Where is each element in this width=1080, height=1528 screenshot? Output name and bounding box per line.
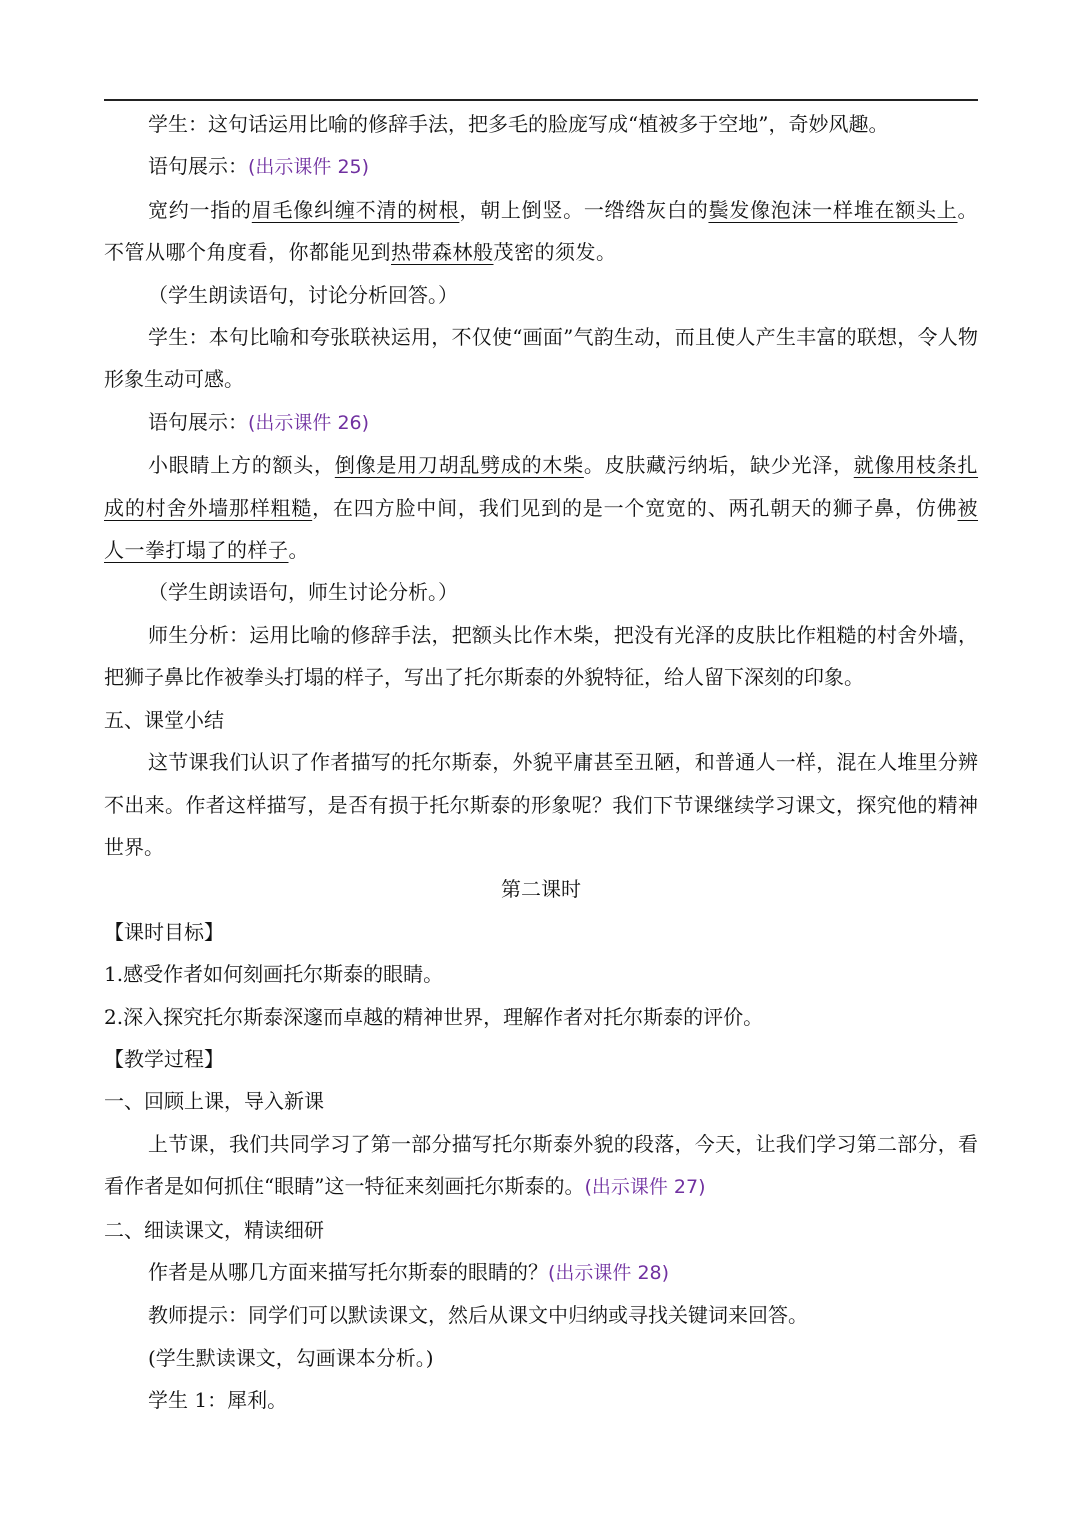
slide-cue-26: (出示课件 26) — [248, 411, 370, 434]
quote-text: ，在四方脸中间，我们见到的是一个宽宽的、两孔朝天的狮子鼻，仿佛 — [312, 495, 958, 520]
underlined-phrase: 被人一拳打塌了的样子 — [104, 495, 979, 563]
quote-text: 茂密的须发。 — [493, 240, 617, 265]
slide-cue-28: (出示课件 28) — [548, 1261, 670, 1284]
slide-cue-27: (出示课件 27) — [584, 1176, 706, 1199]
activity-note-2: （学生朗读语句，师生讨论分析。） — [148, 580, 458, 605]
goal-item-1: 1.感受作者如何刻画托尔斯泰的眼睛。 — [104, 962, 444, 987]
quoted-sentence-2 — [104, 444, 978, 571]
underlined-phrase: 鬓发像泡沫一样堆在额头上 — [708, 197, 958, 222]
quote-text: 。皮肤藏污纳垢，缺少光泽， — [583, 453, 854, 478]
student-answer-2: 学生：本句比喻和夸张联袂运用，不仅使“画面”气韵生动，而且使人产生丰富的联想，令人物形象生动可感。 — [104, 325, 978, 392]
section-heading-close-reading: 二、细读课文，精读细研 — [104, 1217, 324, 1242]
quote-text: 宽约一指的 — [148, 197, 252, 222]
lesson-title: 第二课时 — [501, 877, 581, 902]
quoted-sentence-1 — [104, 189, 978, 274]
review-text: 上节课，我们共同学习了第一部分描写托尔斯泰外貌的段落，今天，让我们学习第二部分，看看作者是如何抓住“眼睛”这一特征来刻画托尔斯泰的。 — [104, 1131, 978, 1199]
summary-paragraph: 这节课我们认识了作者描写的托尔斯泰，外貌平庸甚至丑陋，和普通人一样，混在人堆里分辨不出来。作者这样描写，是否有损于托尔斯泰的形象呢？我们下节课继续学习课文，探究他的精神世界。 — [104, 750, 978, 859]
sentence-display-25 — [104, 145, 978, 188]
document-page — [104, 103, 978, 1422]
underlined-phrase: 眉毛像纠缠不清的树根 — [251, 197, 460, 222]
section-heading-review: 一、回顾上课，导入新课 — [104, 1089, 324, 1114]
display-label: 语句展示： — [148, 409, 248, 434]
quote-text: 。不管从哪个角度看，你都能见到 — [104, 197, 979, 265]
section-heading-summary: 五、课堂小结 — [104, 707, 224, 732]
slide-cue-25: (出示课件 25) — [248, 156, 370, 179]
header-rule — [104, 99, 978, 101]
goals-heading: 【课时目标】 — [104, 919, 224, 944]
quote-text: 小眼睛上方的额头， — [148, 453, 335, 478]
underlined-phrase: 就像用枝条扎成的村舍外墙那样粗糙 — [104, 453, 979, 520]
teacher-student-analysis: 师生分析：运用比喻的修辞手法，把额头比作木柴，把没有光泽的皮肤比作粗糙的村舍外墙，把狮子鼻比作被拳头打塌的样子，写出了托尔斯泰的外貌特征，给人留下深刻的印象。 — [104, 622, 978, 690]
underlined-phrase: 热带森林般 — [391, 240, 494, 265]
question-paragraph — [104, 1251, 978, 1294]
quote-text: ，朝上倒竖。一绺绺灰白的 — [459, 197, 709, 222]
student-answer-1: 学生：这句话运用比喻的修辞手法，把多毛的脸庞写成“植被多于空地”，奇妙风趣。 — [148, 112, 889, 136]
goal-item-2: 2.深入探究托尔斯泰深邃而卓越的精神世界，理解作者对托尔斯泰的评价。 — [104, 1004, 764, 1029]
teacher-hint: 教师提示：同学们可以默读课文，然后从课文中归纳或寻找关键词来回答。 — [148, 1303, 808, 1328]
question-text: 作者是从哪几方面来描写托尔斯泰的眼睛的？ — [148, 1259, 548, 1284]
activity-note-3: (学生默读课文，勾画课本分析。) — [148, 1345, 434, 1370]
underlined-phrase: 倒像是用刀胡乱劈成的木柴 — [334, 453, 584, 478]
activity-note-1: （学生朗读语句，讨论分析回答。） — [148, 282, 458, 307]
display-label: 语句展示： — [148, 154, 248, 179]
quote-text: 。 — [288, 538, 309, 563]
student-answer-3: 学生 1：犀利。 — [148, 1388, 288, 1413]
process-heading: 【教学过程】 — [104, 1046, 224, 1071]
sentence-display-26 — [104, 401, 978, 444]
review-paragraph — [104, 1123, 978, 1209]
